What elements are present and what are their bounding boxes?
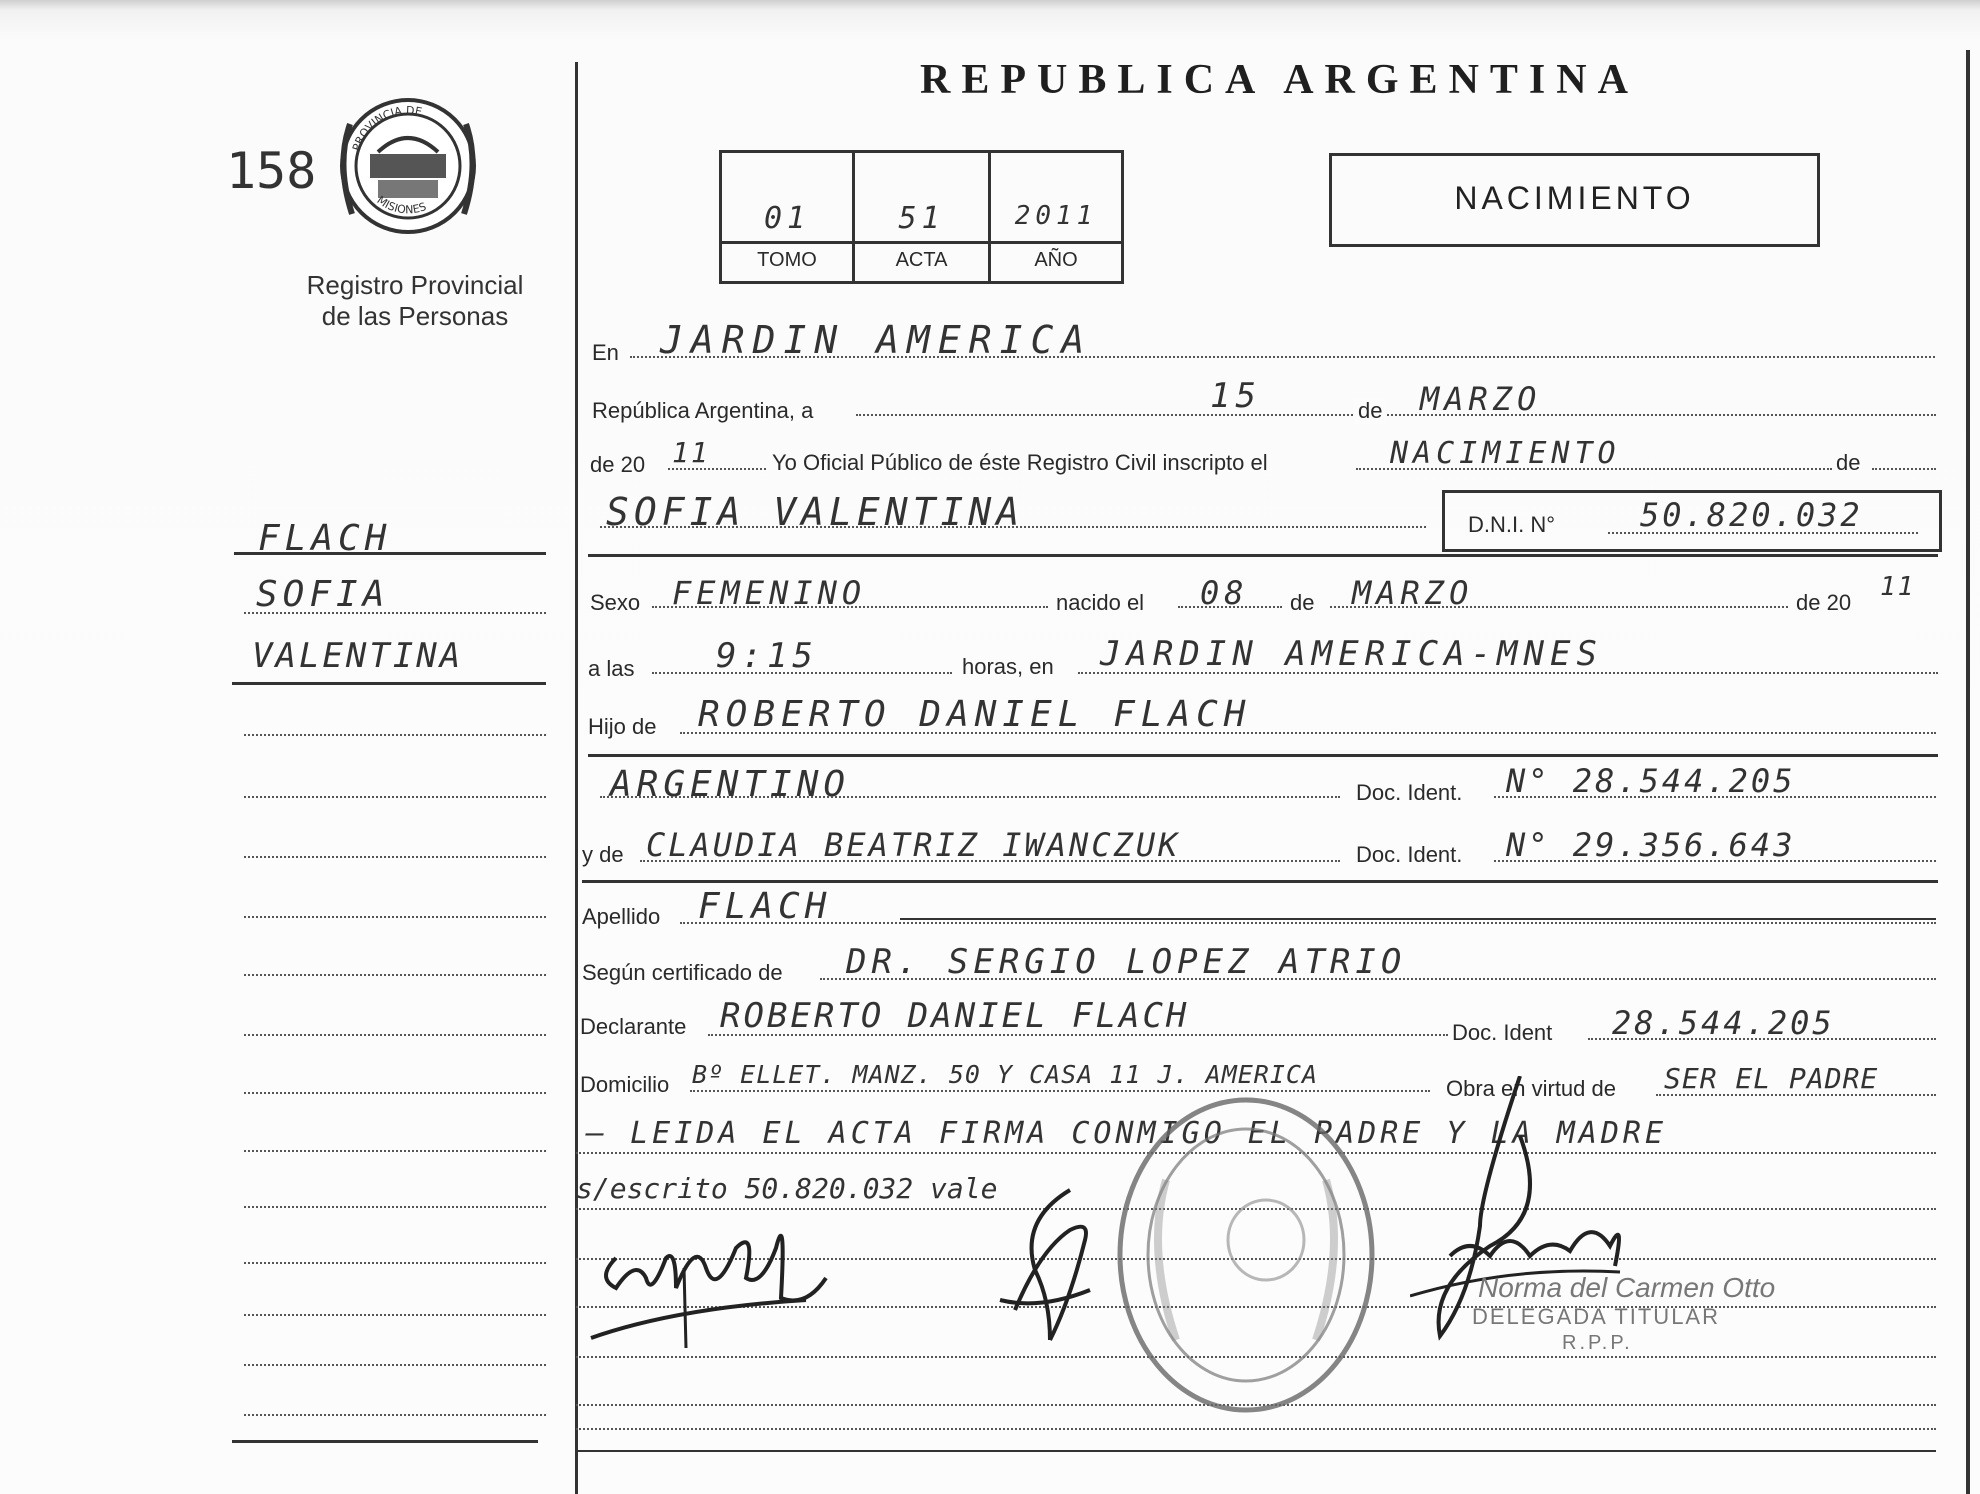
child-name-value: SOFIA VALENTINA — [606, 490, 1025, 534]
official-title: DELEGADA TITULAR — [1472, 1304, 1720, 1329]
en-label: En — [592, 340, 619, 365]
doc-ident-label-2: Doc. Ident. — [1356, 842, 1463, 867]
page-right-edge — [1966, 50, 1970, 1494]
declarante-label: Declarante — [580, 1014, 687, 1039]
father-doc-value: N° 28.544.205 — [1506, 762, 1796, 800]
registry-stamp-icon — [1106, 1090, 1386, 1420]
nacido-label: nacido el — [1056, 590, 1145, 615]
declarante-value: ROBERTO DANIEL FLACH — [720, 996, 1190, 1036]
act-type-label: NACIMIENTO — [1454, 180, 1695, 216]
obra-value: SER EL PADRE — [1664, 1062, 1879, 1095]
certificado-value: DR. SERGIO LOPEZ ATRIO — [846, 942, 1407, 982]
doc-ident-label-3: Doc. Ident — [1452, 1020, 1553, 1045]
apellido-value: FLACH — [698, 886, 832, 927]
horas-label: horas, en — [962, 654, 1054, 679]
doc-ident-label-1: Doc. Ident. — [1356, 780, 1463, 805]
seal-bottom-text: MISIONES — [374, 193, 428, 217]
act-type-box — [1329, 153, 1820, 247]
acta-value: 51 — [898, 201, 945, 236]
birth-month-value: MARZO — [1352, 574, 1474, 612]
escrito-value: s/escrito 50.820.032 vale — [576, 1172, 998, 1205]
year-suffix-value: 11 — [672, 436, 710, 469]
birth-year-suffix-value: 11 — [1880, 572, 1916, 602]
tomo-value: 01 — [763, 201, 811, 236]
declarante-doc-value: 28.544.205 — [1612, 1004, 1835, 1042]
hour-value: 9:15 — [716, 636, 818, 676]
folio-number: 158 — [226, 142, 317, 200]
official-name: Norma del Carmen Otto — [1478, 1272, 1776, 1303]
acta-label: ACTA — [895, 249, 948, 271]
apellido-label: Apellido — [582, 904, 661, 929]
registry-name-line2: de las Personas — [321, 301, 509, 331]
oficial-label: Yo Oficial Público de éste Registro Civil inscripto el — [772, 450, 1268, 475]
margin-second-name: VALENTINA — [252, 636, 464, 676]
domicilio-label: Domicilio — [580, 1072, 670, 1097]
de-label-3: de — [1290, 590, 1315, 615]
obra-label: Obra en virtud de — [1446, 1076, 1616, 1101]
margin-divider-line — [575, 62, 578, 1494]
segun-label: Según certificado de — [582, 960, 783, 985]
sexo-value: FEMENINO — [672, 574, 867, 612]
tomo-label: TOMO — [757, 249, 817, 271]
de-label-2: de — [1836, 450, 1861, 475]
province-seal-icon — [328, 84, 488, 244]
dni-label: D.N.I. N° — [1468, 512, 1556, 537]
yde-label: y de — [582, 842, 624, 867]
father-nationality-value: ARGENTINO — [610, 764, 851, 805]
signature-middle-icon — [990, 1180, 1110, 1350]
record-number-table — [719, 150, 1124, 284]
signature-left-icon — [586, 1188, 836, 1348]
mother-doc-value: N° 29.356.643 — [1506, 826, 1796, 864]
hijo-label: Hijo de — [588, 714, 657, 739]
country-title: REPUBLICA ARGENTINA — [920, 57, 1639, 103]
birth-place-value: JARDIN AMERICA-MNES — [1100, 634, 1603, 674]
month-value: MARZO — [1420, 380, 1542, 418]
de-label-1: de — [1354, 398, 1386, 424]
ano-value: 2011 — [1014, 201, 1098, 231]
de20-label: de 20 — [590, 452, 646, 477]
de20-label-2: de 20 — [1796, 590, 1852, 615]
republica-label: República Argentina, a — [592, 398, 814, 423]
margin-first-name: SOFIA — [256, 574, 390, 615]
domicilio-value: Bº ELLET. MANZ. 50 Y CASA 11 J. AMERICA — [692, 1060, 1318, 1089]
alas-label: a las — [588, 656, 635, 681]
mother-value: CLAUDIA BEATRIZ IWANCZUK — [646, 826, 1181, 864]
leida-value: — LEIDA EL ACTA FIRMA CONMIGO EL PADRE Y LA MADRE — [586, 1116, 1668, 1151]
day-value: 15 — [1210, 376, 1261, 416]
father-value: ROBERTO DANIEL FLACH — [698, 694, 1252, 735]
official-org: R.P.P. — [1562, 1332, 1633, 1354]
place-value: JARDIN AMERICA — [660, 318, 1093, 362]
inscripto-value: NACIMIENTO — [1390, 436, 1621, 471]
margin-surname: FLACH — [258, 518, 392, 559]
dni-value: 50.820.032 — [1640, 496, 1863, 534]
seal-top-text: PROVINCIA DE — [349, 103, 424, 153]
sexo-label: Sexo — [590, 590, 641, 615]
birth-day-value: 08 — [1200, 574, 1249, 612]
ano-label: AÑO — [1034, 249, 1078, 271]
registry-name-line1: Registro Provincial — [306, 270, 524, 300]
